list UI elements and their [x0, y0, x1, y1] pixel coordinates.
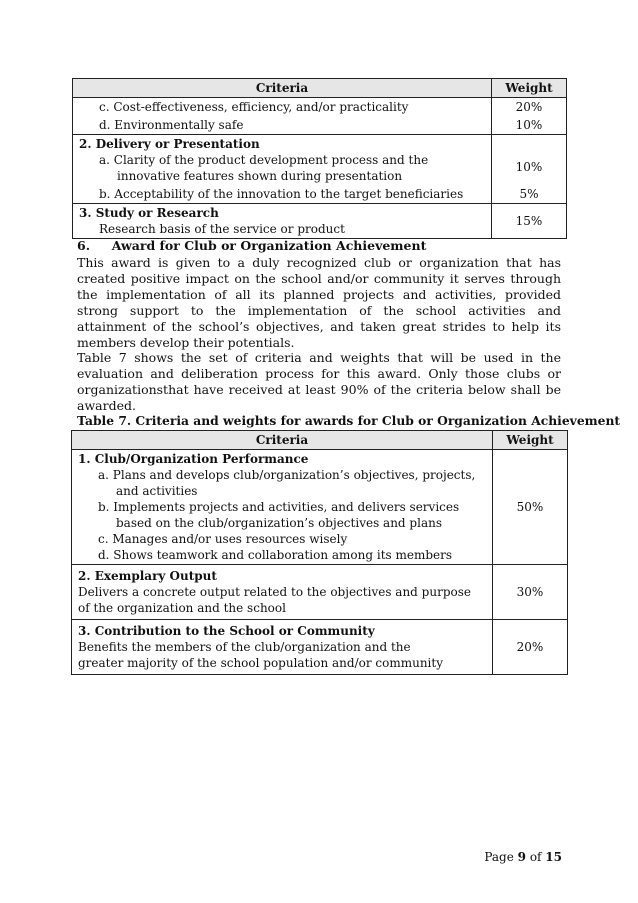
criteria-description: Benefits the members of the club/organization and the greater majority of the school population and/or community [78, 640, 443, 670]
section-heading: 6. Award for Club or Organization Achievement [77, 238, 427, 253]
weight-value: 10% [492, 135, 567, 186]
criteria-description: Delivers a concrete output related to the objectives and purpose of the organization and the school [78, 585, 471, 615]
page-label: Page [484, 850, 518, 864]
page-number: 9 [517, 850, 526, 864]
weight-value: 30% [493, 565, 568, 620]
criteria-header: Criteria [73, 79, 492, 98]
weight-value: 50% [493, 450, 568, 565]
section-title: 2. Exemplary Output [78, 569, 217, 583]
body-paragraph: This award is given to a duly recognized club or organization that has created positive impact on the school and/or community it serves through the implementation of all its planned projects and activities, provided strong support to the implementation of the school activities and attainment of the school’s objectives, and taken great strides to help its members develop their potentials. [77, 255, 561, 350]
section-title: 2. Delivery or Presentation [79, 137, 260, 151]
criteria-item: d. Shows teamwork and collaboration among its members [98, 548, 453, 562]
criteria-item: a. Clarity of the product development process and the innovative features shown during presentation [99, 153, 429, 183]
table-caption: Table 7. Criteria and weights for awards for Club or Organization Achievement [77, 413, 621, 428]
weight-value: 20% [493, 620, 568, 675]
weight-value: 20% [492, 98, 567, 117]
weight-header: Weight [493, 431, 568, 450]
weight-value: 5% [492, 185, 567, 204]
criteria-description: Research basis of the service or product [99, 222, 345, 236]
page-footer [484, 850, 562, 864]
criteria-item: a. Plans and develops club/organization’s objectives, projects, and activities [98, 468, 476, 498]
weight-value: 10% [492, 116, 567, 135]
criteria-table-7 [71, 430, 568, 675]
criteria-item: b. Implements projects and activities, and delivers services based on the club/organization’s objectives and plans [98, 500, 460, 530]
criteria-item: b. Acceptability of the innovation to the target beneficiaries [99, 187, 464, 201]
section-title: 1. Club/Organization Performance [78, 452, 309, 466]
page-total: 15 [545, 850, 562, 864]
criteria-header: Criteria [72, 431, 493, 450]
section-title: 3. Contribution to the School or Community [78, 624, 375, 638]
page-of-label: of [526, 850, 546, 864]
criteria-table-continued [72, 78, 567, 239]
criteria-item: c. Cost-effectiveness, efficiency, and/or practicality [99, 100, 409, 114]
weight-value: 15% [492, 204, 567, 239]
weight-header: Weight [492, 79, 567, 98]
criteria-item: d. Environmentally safe [99, 118, 244, 132]
section-title: 3. Study or Research [79, 206, 219, 220]
criteria-item: c. Manages and/or uses resources wisely [98, 532, 348, 546]
body-paragraph: Table 7 shows the set of criteria and weights that will be used in the evaluation and deliberation process for this award. Only those clubs or organizationsthat have received at least 90% of the criteria below shall be awarded. [77, 350, 561, 413]
